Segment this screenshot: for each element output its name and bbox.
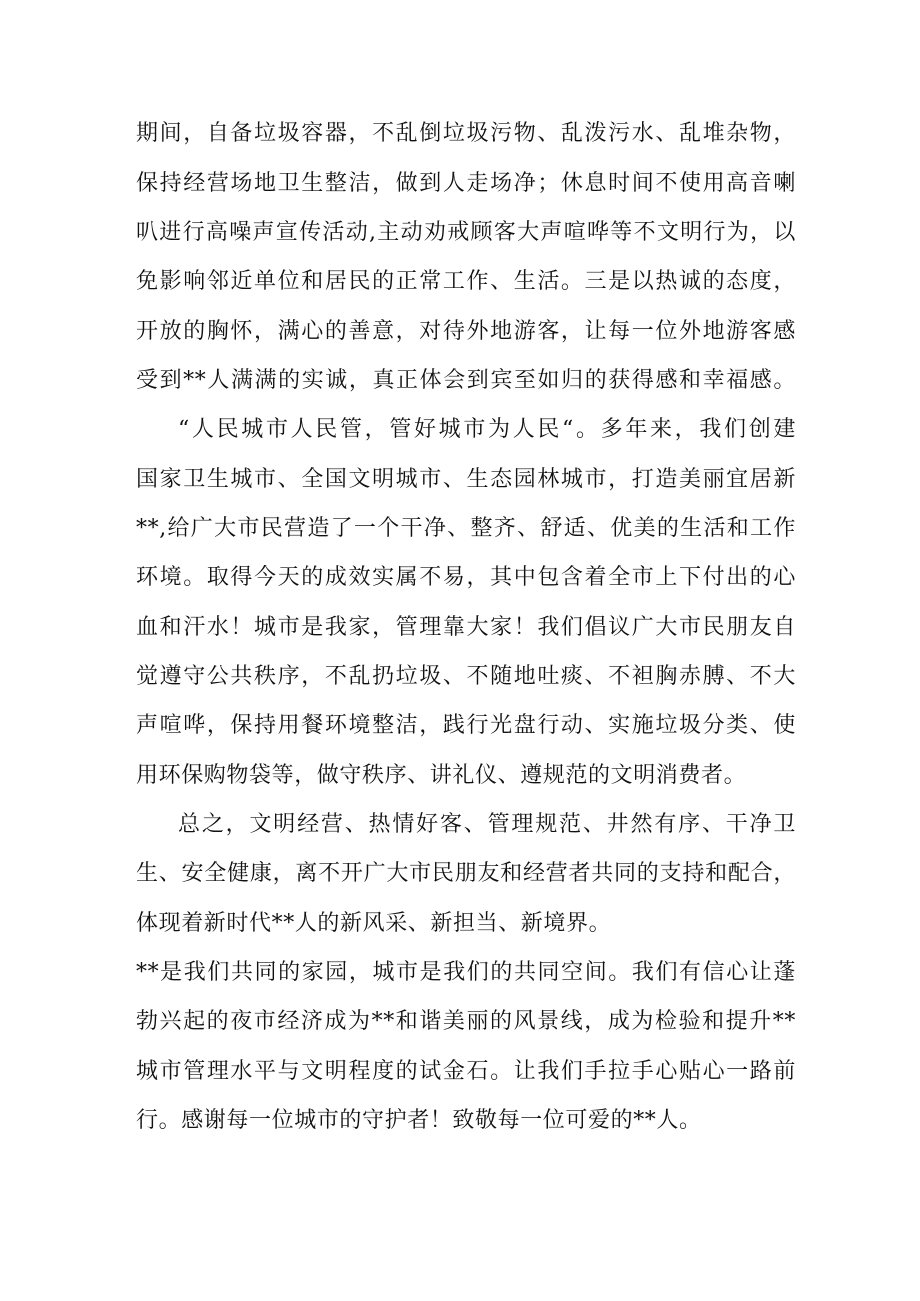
text-line: **是我们共同的家园，城市是我们的共同空间。我们有信心让蓬: [136, 960, 796, 985]
text-line: **,给广大市民营造了一个干净、整齐、舒适、优美的生活和工作: [136, 516, 796, 541]
text-line: 叭进行高噪声宣传活动,主动劝戒顾客大声喧哗等不文明行为，以: [136, 220, 796, 245]
text-line: 觉遵守公共秩序，不乱扔垃圾、不随地吐痰、不袒胸赤膊、不大: [136, 664, 796, 689]
text-line: 保持经营场地卫生整洁，做到人走场净；休息时间不使用高音喇: [136, 171, 796, 196]
text-line: 血和汗水！城市是我家，管理靠大家！我们倡议广大市民朋友自: [136, 615, 796, 640]
text-line: 环境。取得今天的成效实属不易，其中包含着全市上下付出的心: [136, 565, 796, 590]
text-line: 用环保购物袋等，做守秩序、讲礼仪、遵规范的文明消费者。: [136, 763, 747, 788]
text-line: 国家卫生城市、全国文明城市、生态园林城市，打造美丽宜居新: [136, 467, 796, 492]
text-line: 期间，自备垃圾容器，不乱倒垃圾污物、乱泼污水、乱堆杂物，: [136, 121, 796, 146]
text-line: 城市管理水平与文明程度的试金石。让我们手拉手心贴心一路前: [136, 1059, 796, 1084]
text-line: 行。感谢每一位城市的守护者！致敬每一位可爱的**人。: [136, 1108, 702, 1133]
text-line: “人民城市人民管，管好城市为人民“。多年来，我们创建: [178, 417, 796, 442]
text-line: 生、安全健康，离不开广大市民朋友和经营者共同的支持和配合，: [136, 861, 796, 886]
text-line: 免影响邻近单位和居民的正常工作、生活。三是以热诚的态度，: [136, 269, 796, 294]
text-line: 开放的胸怀，满心的善意，对待外地游客，让每一位外地游客感: [136, 319, 796, 344]
text-line: 体现着新时代**人的新风采、新担当、新境界。: [136, 911, 612, 936]
text-line: 总之，文明经营、热情好客、管理规范、井然有序、干净卫: [178, 812, 796, 837]
text-line: 声喧哗，保持用餐环境整洁，践行光盘行动、实施垃圾分类、使: [136, 713, 796, 738]
text-line: 受到**人满满的实诚，真正体会到宾至如归的获得感和幸福感。: [136, 368, 796, 393]
text-line: 勃兴起的夜市经济成为**和谐美丽的风景线，成为检验和提升**: [136, 1009, 796, 1034]
